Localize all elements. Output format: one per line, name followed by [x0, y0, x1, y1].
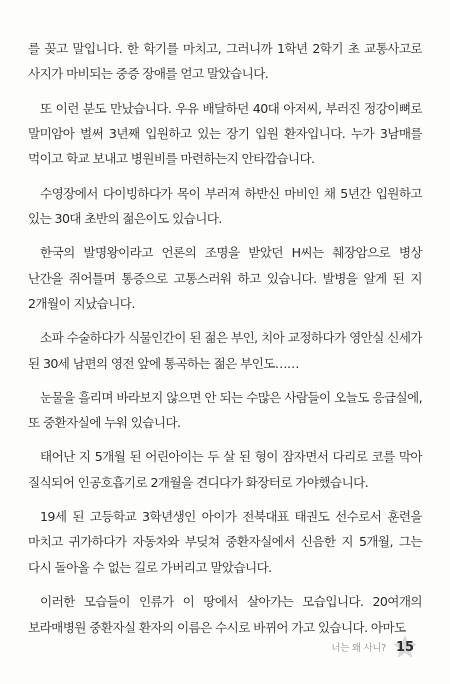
- paragraph-2: 또 이런 분도 만났습니다. 우유 배달하던 40대 아저씨, 부러진 정강이뼈로 말미암아 벌써 3년째 입원하고 있는 장기 입원 환자입니다. 누가 3남매를 먹이고 학교 보내고 병원비를 마련하는지 안타깝습니다.: [28, 100, 422, 167]
- running-title: 너는 왜 사니?: [331, 643, 386, 654]
- paragraph-5: 소파 수술하다가 식물인간이 된 젊은 부인, 치아 교정하다가 영안실 신세가 된 30세 남편의 영전 앞에 통곡하는 젊은 부인도……: [28, 330, 422, 371]
- page-number-badge: [392, 636, 418, 658]
- paragraph-8: 19세 된 고등학교 3학년생인 아이가 전북대표 태권도 선수로서 훈련을 마치고 귀가하다가 자동차와 부딪쳐 중환자실에서 신음한 지 5개월, 그는 다시 돌아올 수 없는 길로 가버리고 말았습니다.: [28, 509, 422, 575]
- page-footer: [331, 636, 418, 658]
- page-number: 15: [395, 639, 415, 655]
- page-body: [28, 36, 422, 649]
- paragraph-3: 수영장에서 다이빙하다가 목이 부러져 하반신 마비인 채 5년간 입원하고 있는 30대 초반의 젊은이도 있습니다.: [28, 185, 422, 227]
- paragraph-1: 를 꽂고 말입니다. 한 학기를 마치고, 그러니까 1학년 2학기 초 교통사고로 사지가 마비되는 중증 장애를 얻고 말았습니다.: [28, 41, 422, 82]
- paragraph-4: 한국의 발명왕이라고 언론의 조명을 받았던 H씨는 췌장암으로 병상 난간을 쥐어틀며 통증으로 고통스러워 하고 있습니다. 발병을 알게 된 지 2개월이 지났습니다.: [28, 245, 422, 312]
- paragraph-9: 이러한 모습들이 인류가 이 땅에서 살아가는 모습입니다. 20여개의 보라매병원 중환자실 환자의 이름은 수시로 바뀌어 가고 있습니다. 아마도: [28, 594, 422, 635]
- paragraph-6: 눈물을 흘리며 바라보지 않으면 안 되는 수많은 사람들이 오늘도 응급실에, 또 중환자실에 누워 있습니다.: [28, 389, 422, 431]
- paragraph-7: 태어난 지 5개월 된 어린아이는 두 살 된 형이 잠자면서 다리로 코를 막아 질식되어 인공호흡기로 2개월을 견디다가 화장터로 가야했습니다.: [28, 449, 422, 490]
